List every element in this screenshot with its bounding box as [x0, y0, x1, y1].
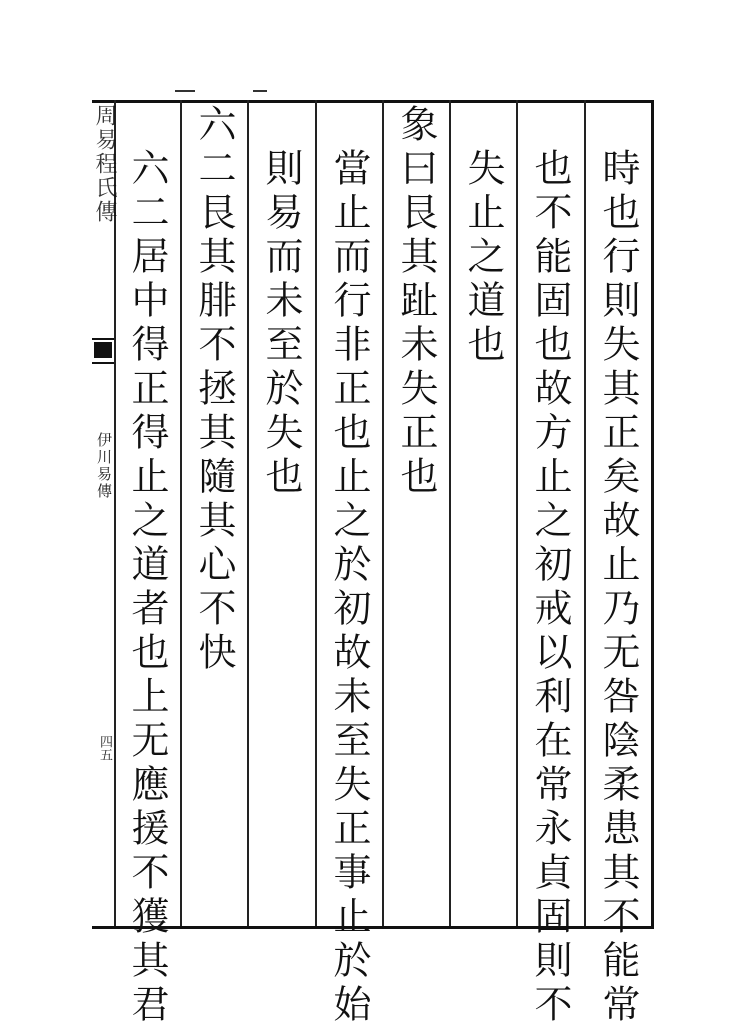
- column-divider: [382, 100, 384, 926]
- top-edge-marks: [175, 86, 335, 96]
- text-column-8: 六二居中得正得止之道者也上无應援不獲其君: [125, 148, 169, 1028]
- text-column-6: 則易而未至於失也: [259, 148, 303, 500]
- column-divider: [516, 100, 518, 926]
- text-column-2: 也不能固也故方止之初戒以利在常永貞固則不: [528, 148, 572, 1028]
- column-divider: [584, 100, 586, 926]
- text-column-5: 當止而行非正也止之於初故未至失正事止於始: [327, 148, 371, 1028]
- text-column-7: 六二艮其腓不拯其隨其心不快: [192, 104, 236, 676]
- column-divider: [180, 100, 182, 926]
- margin-book-name: 伊川易傳: [95, 432, 113, 500]
- fishtail-mark: [92, 338, 114, 368]
- column-divider: [247, 100, 249, 926]
- text-column-1: 時也行則失其正矣故止乃无咎陰柔患其不能常: [596, 148, 640, 1028]
- column-divider: [449, 100, 451, 926]
- column-divider: [315, 100, 317, 926]
- margin-page-number: 四五: [97, 735, 112, 761]
- text-column-4: 象曰艮其趾未失正也: [394, 104, 438, 500]
- margin-title: 周易程氏傳: [92, 104, 117, 224]
- frame-top-border: [92, 100, 652, 103]
- text-column-3: 失止之道也: [461, 148, 505, 368]
- frame-right-border: [651, 100, 654, 928]
